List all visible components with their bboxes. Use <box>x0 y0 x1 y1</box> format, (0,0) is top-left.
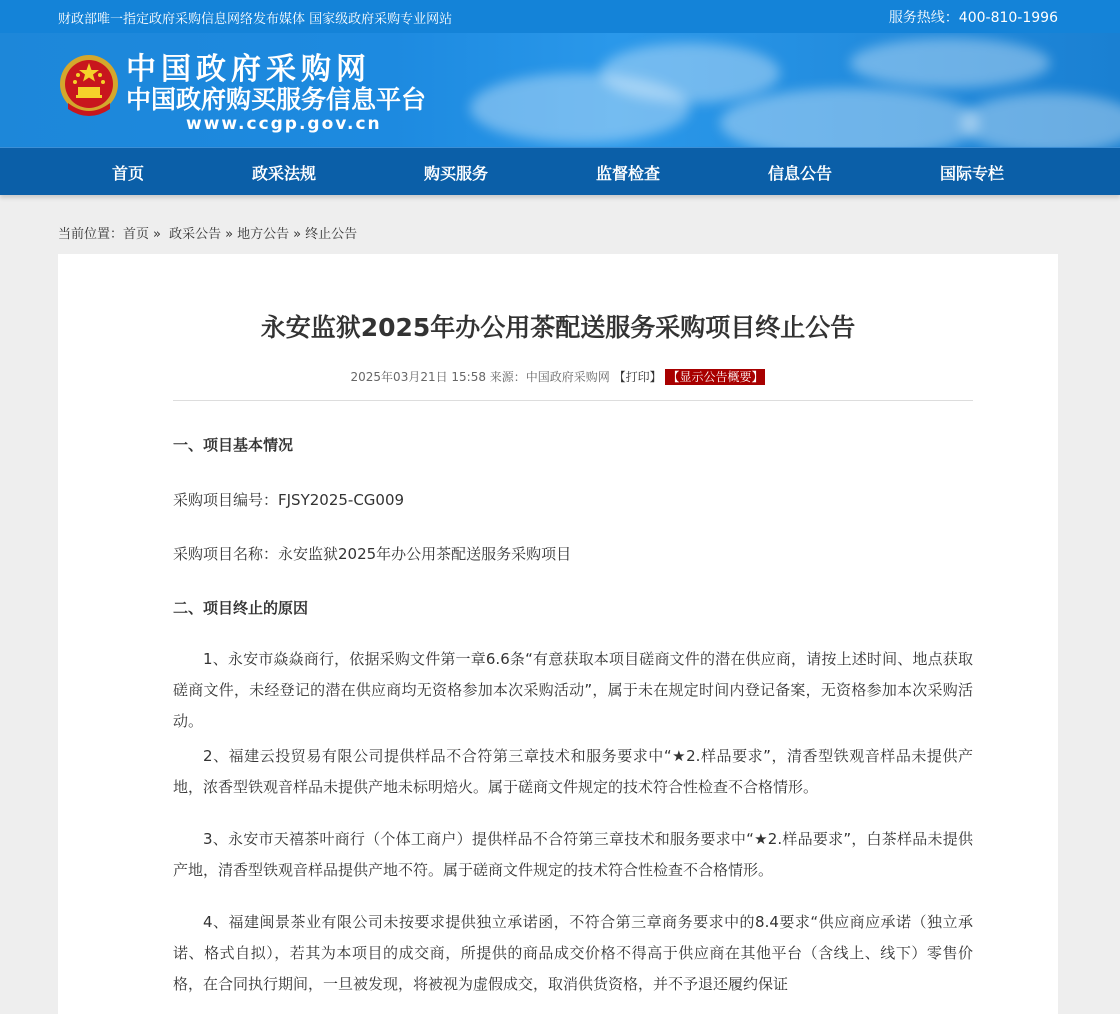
reason-paragraph: 3、永安市天禧茶叶商行（个体工商户）提供样品不合符第三章技术和服务要求中“★2.样品要求”，白茶样品未提供产地，清香型铁观音样品提供产地不符。属于磋商文件规定的技术符合性检查不合格情形。 <box>173 830 973 879</box>
national-emblem-icon[interactable] <box>58 53 120 119</box>
breadcrumb-termination-notices[interactable]: 终止公告 <box>305 227 358 242</box>
project-name: 采购项目名称：永安监狱2025年办公用茶配送服务采购项目 <box>173 545 572 563</box>
main-nav <box>0 147 1120 195</box>
divider <box>173 400 973 401</box>
breadcrumb-procurement-notices[interactable]: 政采公告 <box>169 227 222 242</box>
publish-info: 2025年03月21日 15:58 来源：中国政府采购网 <box>350 370 614 384</box>
site-slogan: 财政部唯一指定政府采购信息网络发布媒体 国家级政府采购专业网站 <box>58 12 453 27</box>
breadcrumb-separator: » <box>225 227 234 242</box>
project-number: 采购项目编号：FJSY2025-CG009 <box>173 491 405 509</box>
site-url[interactable]: www.ccgp.gov.cn <box>186 114 382 134</box>
breadcrumb-separator: » <box>153 227 161 242</box>
page-title: 永安监狱2025年办公用茶配送服务采购项目终止公告 <box>260 313 856 342</box>
reason-paragraph: 4、福建闽景茶业有限公司未按要求提供独立承诺函，不符合第三章商务要求中的8.4要求“供应商应承诺（独立承诺、格式自拟），若其为本项目的成交商，所提供的商品成交价格不得高于供应商在其他平台（含线上、线下）零售价格，在合同执行期间，一旦被发现，将被视为虚假成交，取消供货资格，并不予退还履约保证 <box>173 913 973 993</box>
site-name-primary[interactable]: 中国政府采购网 <box>126 52 371 87</box>
section-heading: 二、项目终止的原因 <box>173 599 309 617</box>
reason-paragraph: 2、福建云投贸易有限公司提供样品不合符第三章技术和服务要求中“★2.样品要求”，清香型铁观音样品未提供产地，浓香型铁观音样品未提供产地未标明焙火。属于磋商文件规定的技术符合性检查不合格情形。 <box>173 747 973 796</box>
show-summary-button[interactable]: 【显示公告概要】 <box>667 370 764 384</box>
print-link[interactable]: 【打印】 <box>613 370 662 384</box>
header-banner <box>0 33 1120 147</box>
reason-paragraph: 1、永安市焱焱商行，依据采购文件第一章6.6条“有意获取本项目磋商文件的潜在供应商，请按上述时间、地点获取磋商文件，未经登记的潜在供应商均无资格参加本次采购活动”，属于未在规定时间内登记备案，无资格参加本次采购活动。 <box>173 650 973 730</box>
site-name-secondary[interactable]: 中国政府购买服务信息平台 <box>126 85 427 114</box>
breadcrumb-home[interactable]: 首页 <box>123 227 150 242</box>
article-card <box>58 254 1058 1014</box>
section-heading: 一、项目基本情况 <box>173 436 294 454</box>
top-bar <box>0 0 1120 33</box>
nav-item-purchase-services[interactable]: 购买服务 <box>423 164 488 183</box>
nav-item-announcements[interactable]: 信息公告 <box>767 164 832 183</box>
nav-item-home[interactable]: 首页 <box>111 164 144 183</box>
breadcrumb-prefix: 当前位置： <box>58 227 124 242</box>
service-hotline: 服务热线：400-810-1996 <box>888 10 1058 26</box>
breadcrumb <box>58 223 357 242</box>
breadcrumb-local-notices[interactable]: 地方公告 <box>237 227 290 242</box>
nav-item-supervision[interactable]: 监督检查 <box>595 164 660 183</box>
breadcrumb-separator: » <box>293 227 302 242</box>
nav-item-international[interactable]: 国际专栏 <box>939 164 1004 183</box>
article-meta <box>58 368 1058 385</box>
nav-item-regulations[interactable]: 政采法规 <box>251 164 316 183</box>
